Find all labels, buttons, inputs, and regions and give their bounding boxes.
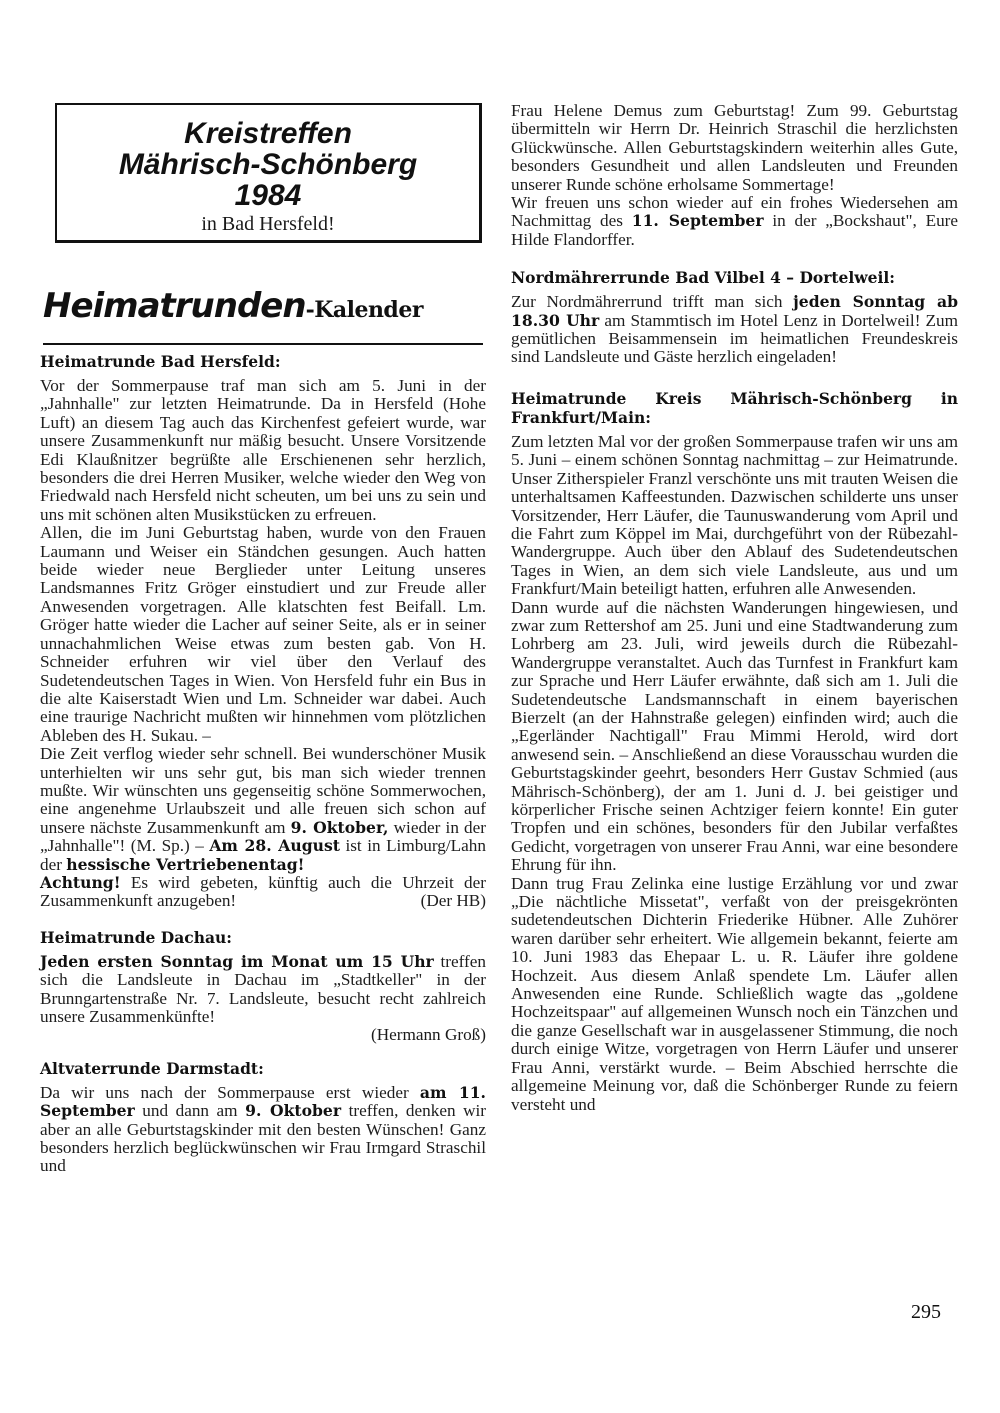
section-bad-hersfeld [40, 352, 486, 911]
left-column [40, 352, 486, 1176]
highlight-date: 9. Oktober [245, 1101, 342, 1121]
calendar-heading-plain: -Kalender [305, 297, 423, 323]
event-announcement-box [55, 103, 482, 243]
section-darmstadt [40, 1059, 486, 1176]
event-title-line-1: Kreistreffen [184, 117, 352, 150]
section-frankfurt [511, 389, 958, 1114]
text-run: Die Zeit verflog wieder sehr schnell. Bei wunderschöner Musik unterhielten wir uns sehr gut, bis man sich wieder trennen mußte. Wir wünschten uns gegenseitig schöne Sommerwochen, eine angenehme Urlaubszeit und alle freuen sich schon auf unsere nächste Zusammenkunft am [40, 744, 486, 837]
calendar-heading-script: Heimatrunden [43, 286, 306, 326]
paragraph: Allen, die im Juni Geburtstag haben, wurde von den Frauen Laumann und Weiser ein Ständchen gesungen. Auch hatten beide wieder neue Berglieder unter Leitung unseres Landsmannes Fritz Gröger einstudiert und zur Freude aller Anwesenden vorgetragen. Alle klatschten fest Beifall. Lm. Gröger hatte wieder die Lacher auf seiner Seite, als er in seiner unnachahmlichen Weise etwas zum besten gab. Von H. Schneider erfuhren wir viel über den Verlauf des Sudetendeutschen Tages in Wien. Von Hersfeld fuhr ein Bus in die alte Kaiserstadt Wien und Lm. Schneider war dabei. Auch eine traurige Nachricht mußten wir hinnehmen vom plötzlichen Ableben des H. Sukau. – [40, 523, 486, 745]
paragraph: Dann wurde auf die nächsten Wanderungen hingewiesen, und zwar zum Rettershof am 25. Juni und eine Stadtwanderung zum Lohrberg am 23. Juli, wird jeweils durch die Rübezahl-Wandergruppe veranstaltet. Auch das Turnfest in Frankfurt kam zur Sprache und Herr Läufer erwähnte, daß sich am 1. Juli die Sudetendeutsche Landsmannschaft in einem bayerischen Bierzelt (an der Hahnstraße gelegen) einfinden wird; auch die „Egerländer Nachtigall" Frau Mimmi Herold, wird dort anwesend sein. – Anschließend an diese Vorausschau wurden die Geburtstagskinder geehrt, besonders Herr Gustav Schmied (aus Mährisch-Schönberg), der am 1. Juni d. J. bei geistiger und körperlicher Frische seinen Achtziger feiern konnte! Ein guter Tropfen und ein schönes, besonders für den Jubilar verfaßtes Gedicht, vorgetragen von unserer Frau Anni, war eine besondere Ehrung für ihn. [511, 597, 958, 875]
event-title-line-2: Mährisch-Schönberg [118, 148, 418, 181]
text-run: in der „Bockshaut", Eure Hilde Flandorffer. [511, 211, 959, 249]
text-run: am Stammtisch im Hotel Lenz in Dortelweil! Zum gemütlichen Beisammensein im heimatlichen Freundeskreis sind Landsleute und Gäste herzlich eingeladen! [511, 310, 958, 367]
section-heading: Heimatrunde Kreis Mährisch-Schönberg in Frankfurt/Main: [511, 388, 958, 427]
text-run: Wir freuen uns schon wieder auf ein frohes Wiedersehen am Nachmittag des [511, 193, 958, 231]
event-title-year: 1984 [234, 179, 302, 212]
right-column [511, 102, 958, 1114]
text-run: Da wir uns nach der Sommerpause erst wieder [40, 1082, 409, 1102]
highlight-schedule: jeden Sonntag ab 18.30 Uhr [511, 292, 959, 330]
paragraph: Dann trug Frau Zelinka eine lustige Erzählung vor und zwar „Die nächtliche Missetat", verfaßt von der preisgekrönten sudetendeutschen Dichterin Friederike Hübner. Alle Zuhörer waren darüber sehr erheitert. Wie allgemein bekannt, feierte am 10. Juni 1983 das Ehepaar L. u. R. Läufer ihre goldene Hochzeit. Aus diesem Anlaß spendete Lm. Läufer allen Anwesenden eine Runde. Schließlich wagte das „goldene Hochzeitspaar" auf allgemeinen Wunsch noch ein Tänzchen und die ganze Gesellschaft war in ausgelassener Stimmung, die noch durch einige Witze, vorgetragen von Herrn Läufer und unserer Frau Anni, verstärkt wurde. – Beim Abschied herrschte die allgemeine Meinung vor, daß die Schönberger Runde zu feiern versteht und [511, 873, 958, 1114]
highlight-schedule: Jeden ersten Sonntag im Monat um 15 Uhr [40, 951, 434, 971]
paragraph [40, 745, 486, 874]
event-location: in Bad Hersfeld! [201, 213, 335, 235]
section-darmstadt-continued [511, 102, 958, 249]
paragraph [40, 874, 486, 911]
section-dachau [40, 928, 486, 1045]
paragraph [40, 953, 486, 1027]
section-bad-vilbel [511, 268, 958, 367]
paragraph: Frau Helene Demus zum Geburtstag! Zum 99. Geburtstag übermitteln wir Herrn Dr. Heinrich Straschil die herzlichsten Glückwünsche. Allen Geburtstagskindern weiterhin alles Gute, besonders Gesundheit und allen Landsleuten und Freunden unserer Runde schöne erholsame Sommertage! [511, 101, 958, 194]
text-run: treffen sich die Landsleute in Dachau im „Stadtkeller" in der Brunngartenstraße Nr. 7. Landsleute, besucht recht zahlreich unsere Zusammenkünfte! [40, 951, 487, 1026]
attention-label: Achtung! [40, 872, 121, 892]
signature: (Hermann Groß) [370, 1025, 486, 1045]
section-heading: Altvaterrunde Darmstadt: [40, 1058, 264, 1078]
section-heading: Nordmährerrunde Bad Vilbel 4 – Dortelweil: [511, 268, 895, 288]
highlight-date: Am 28. August [209, 836, 340, 856]
highlight-date: 11. September [631, 211, 764, 231]
text-run: und dann am [142, 1101, 238, 1121]
text-run: Zur Nordmährerrund trifft man sich [511, 292, 783, 312]
paragraph [511, 194, 958, 249]
calendar-heading [43, 283, 483, 345]
text-run: ist in Limburg/Lahn der [40, 836, 486, 874]
section-heading: Heimatrunde Bad Hersfeld: [40, 352, 281, 371]
highlight-event: hessische Vertriebenentag! [66, 854, 305, 874]
text-run: Es wird gebeten, künftig auch die Uhrzeit der Zusammenkunft anzugeben! [40, 872, 487, 911]
highlight-date: 9. Oktober, [290, 817, 389, 837]
paragraph: Vor der Sommerpause traf man sich am 5. Juni in der „Jahnhalle" zur letzten Heimatrunde. Da in Hersfeld (Hohe Luft) an diesem Tag auch das Kirchenfest gefeiert wurde, war unsere Zusammenkunft nur mäßig besucht. Unsere Vorsitzende Edi Klaußnitzer begrüßte alle Erschienenen sehr herzlich, besonders die drei Herren Musiker, welche wieder den Weg von Friedwald nach Hersfeld nicht scheuten, um bei uns zu sein und uns mit schönen alten Musikstücken zu erfreuen. [40, 376, 486, 524]
text-run: wieder in der „Jahnhalle"! (M. Sp.) – [40, 817, 486, 856]
paragraph [40, 1084, 486, 1176]
paragraph [511, 293, 958, 367]
signature: (Der HB) [420, 891, 486, 911]
paragraph: Zum letzten Mal vor der großen Sommerpause trafen wir uns am 5. Juni – einem schönen Sonntag nachmittag – zur Heimatrunde. Unser Zitherspieler Franzl verschönte uns mit trauten Weisen die unterhaltsamen Kaffeestunden. Dazwischen schilderte uns unser Vorsitzender, Herr Läufer, die Taunuswanderung vom April und die Fahrt zum Köppel im Mai, durchgeführt von der Rübezahl-Wandergruppe. Auch über den Ablauf des Sudetendeutschen Tages in Wien, an dem sich viele Landsleute, aus und um Frankfurt/Main beteiligt hatten, erfuhren alle Anwesenden. [511, 431, 958, 599]
page-number: 295 [911, 1301, 941, 1323]
highlight-date: am 11. September [40, 1082, 486, 1121]
section-heading: Heimatrunde Dachau: [40, 927, 233, 947]
text-run: treffen, denken wir aber an alle Geburtstagskinder mit den besten Wünschen! Ganz besonders herzlich beglückwünschen wir Frau Irmgard Straschil und [40, 1101, 486, 1176]
